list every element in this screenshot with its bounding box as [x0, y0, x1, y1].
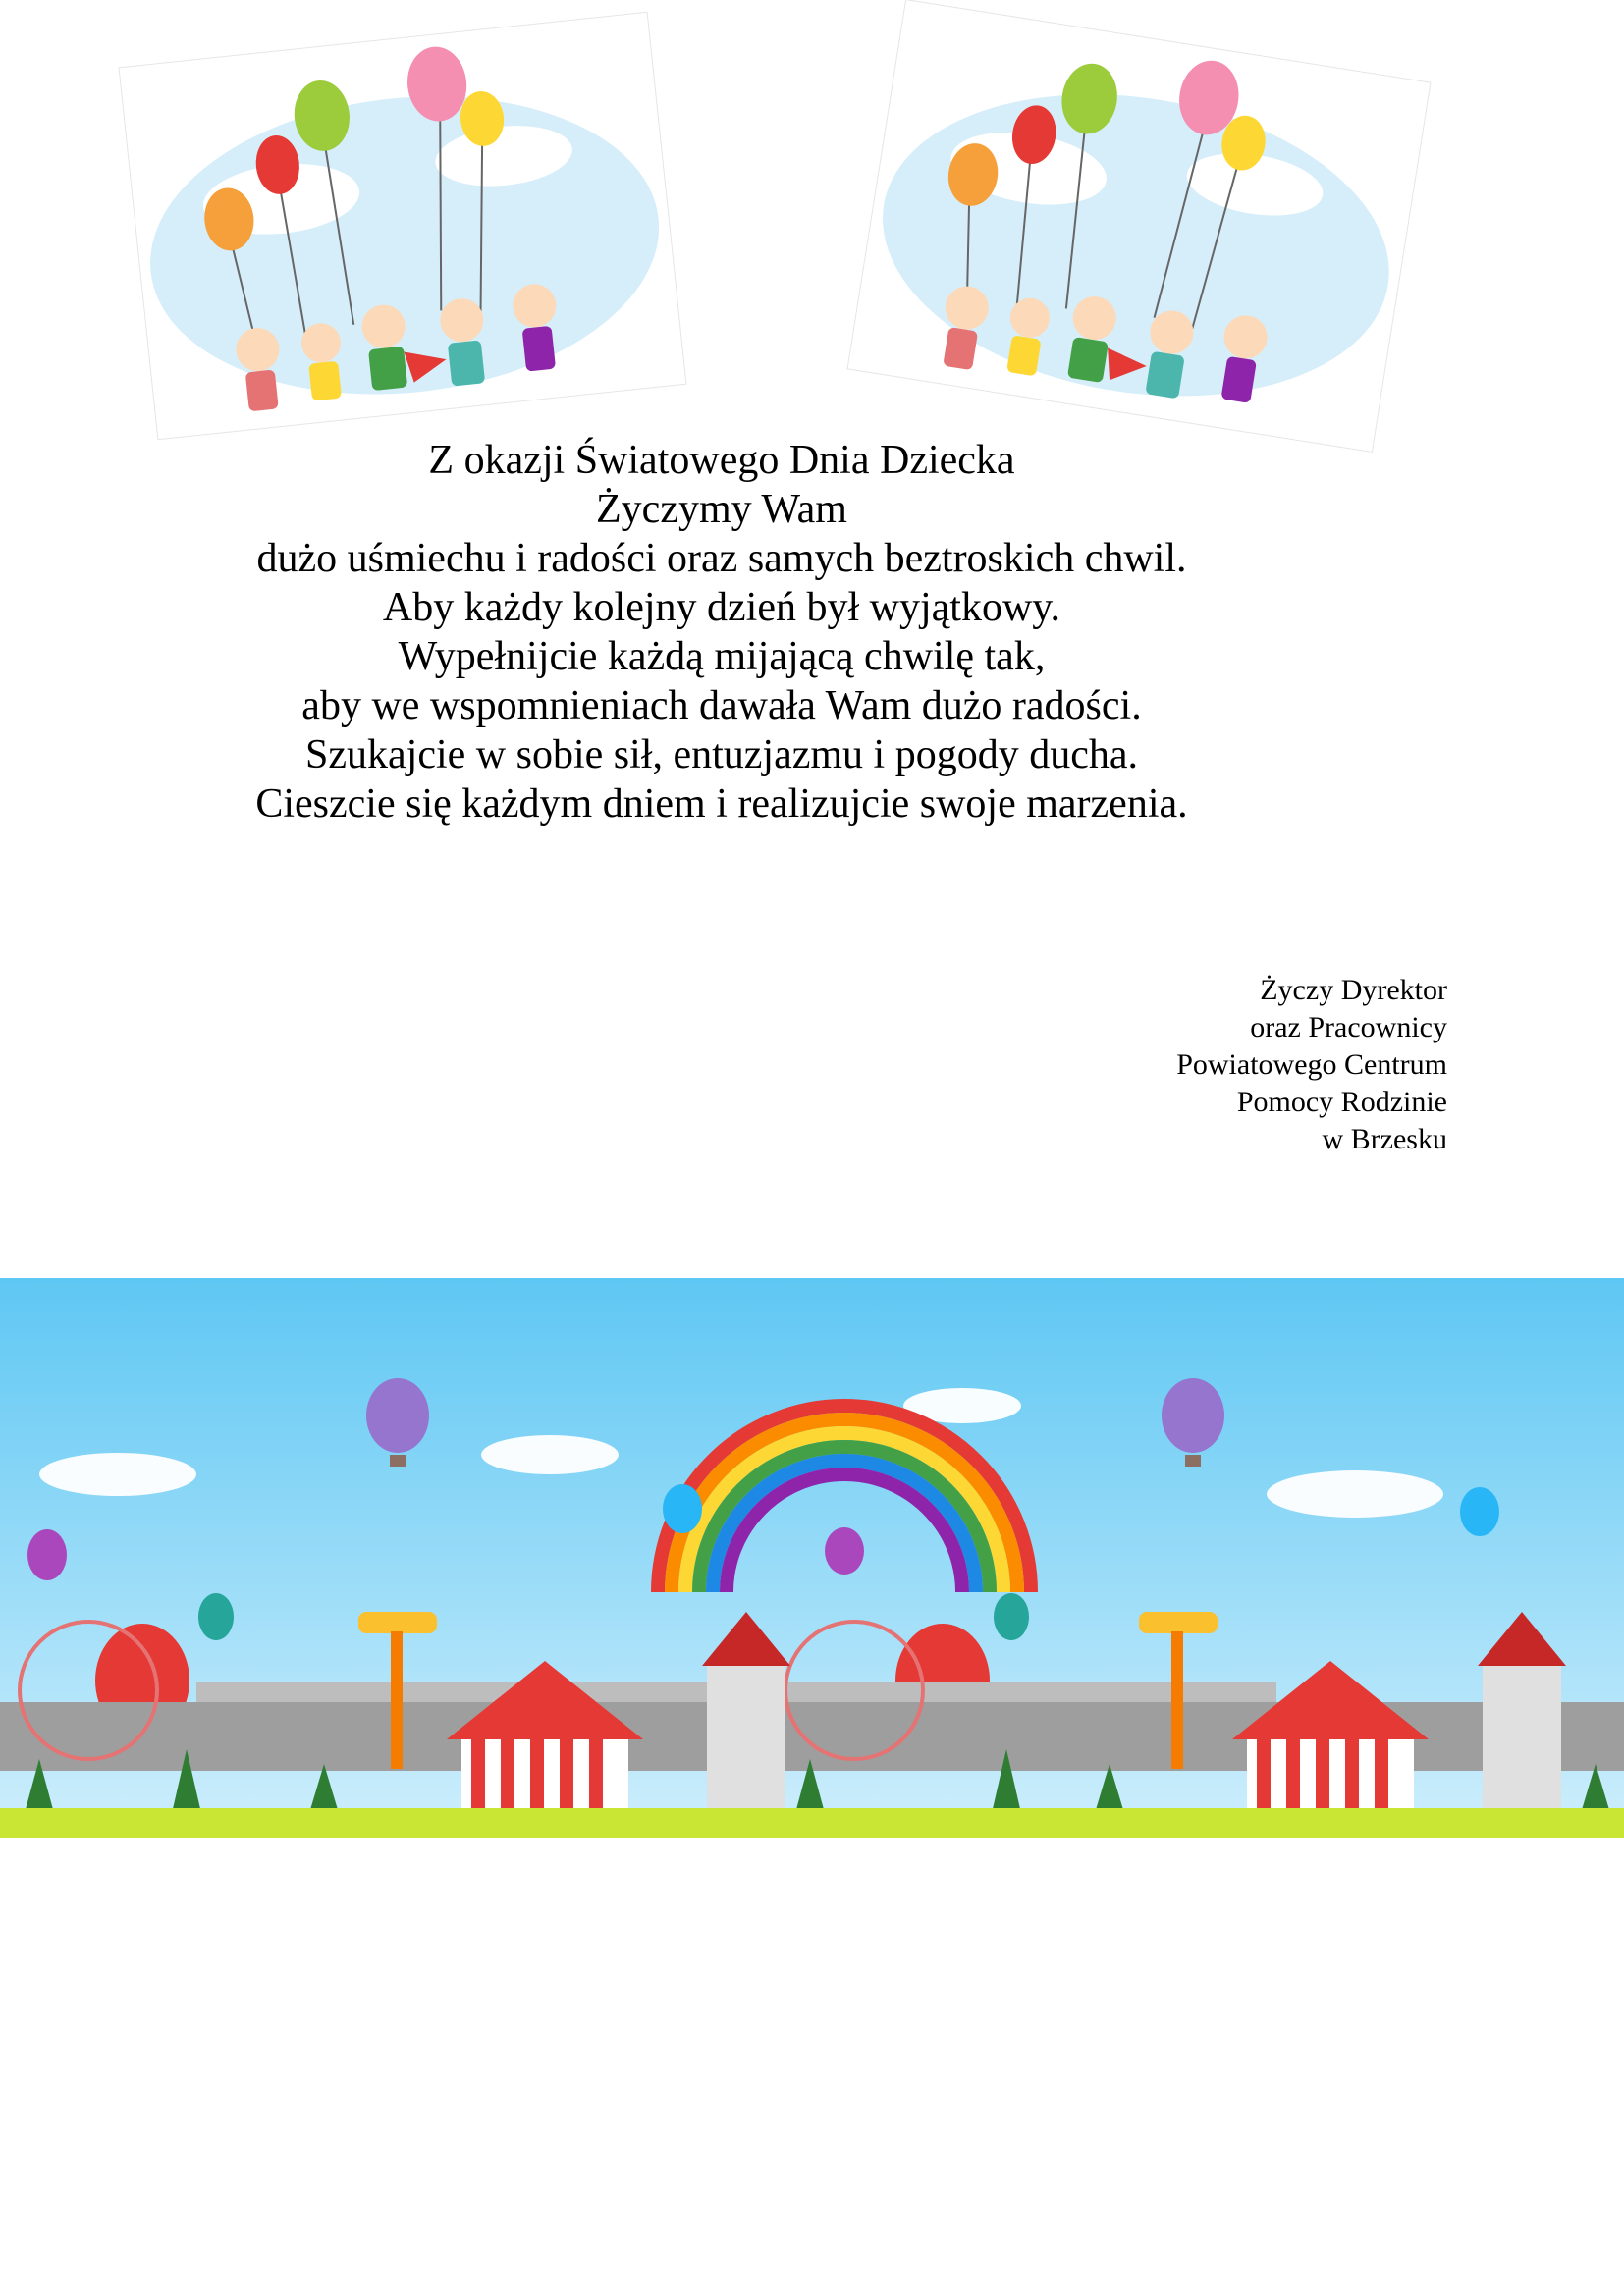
signature-line: oraz Pracownicy	[1250, 1011, 1447, 1043]
children-balloons-image-right	[848, 0, 1431, 452]
greeting-line: Szukajcie w sobie sił, entuzjazmu i pogody ducha.	[305, 732, 1138, 777]
children-balloons-illustration	[120, 13, 686, 439]
signature-line: Powiatowego Centrum	[1176, 1048, 1447, 1081]
signature-line: Życzy Dyrektor	[1260, 974, 1447, 1006]
greeting-line: Życzymy Wam	[596, 487, 847, 532]
greeting-text	[157, 436, 1286, 828]
greeting-line: aby we wspomnieniach dawała Wam dużo radości.	[301, 683, 1142, 728]
greeting-line: Z okazji Światowego Dnia Dziecka	[428, 438, 1015, 483]
greeting-line: Aby każdy kolejny dzień był wyjątkowy.	[382, 585, 1061, 630]
children-balloons-image-left	[120, 13, 686, 439]
signature-line: w Brzesku	[1322, 1123, 1447, 1155]
children-balloons-illustration	[848, 0, 1431, 452]
signature-line: Pomocy Rodzinie	[1236, 1086, 1447, 1118]
fairground-banner-image	[0, 1278, 1624, 1838]
greeting-line: Cieszcie się każdym dniem i realizujcie swoje marzenia.	[255, 781, 1188, 827]
greeting-line: Wypełnijcie każdą mijającą chwilę tak,	[398, 634, 1046, 679]
greeting-line: dużo uśmiechu i radości oraz samych beztroskich chwil.	[256, 536, 1187, 581]
signature	[1176, 972, 1447, 1158]
